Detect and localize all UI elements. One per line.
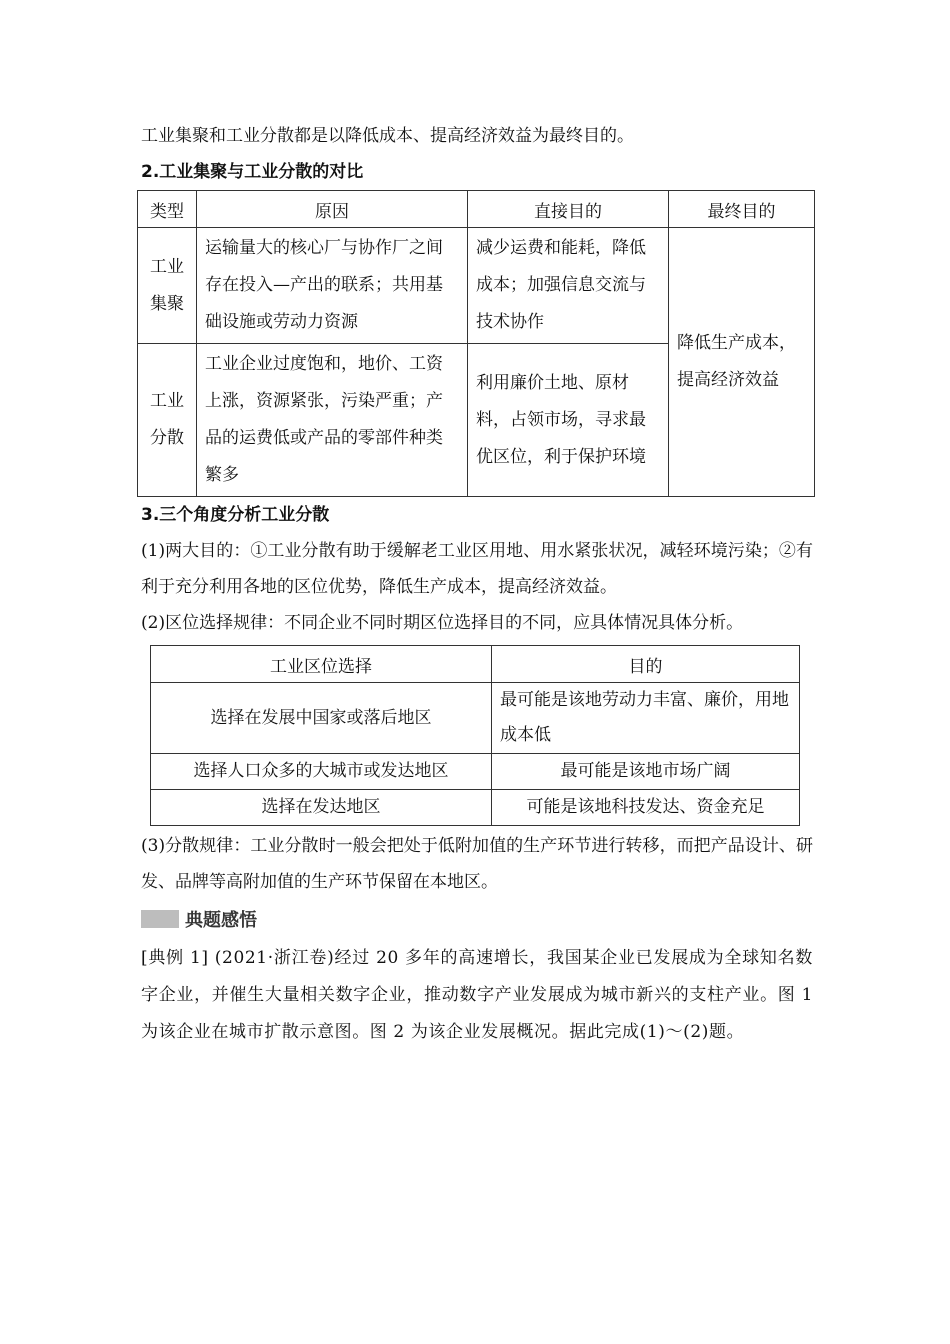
location-choice-cell: 选择在发达地区 <box>151 790 492 826</box>
type-cell: 工业集聚 <box>138 228 197 344</box>
header-direct-purpose: 直接目的 <box>468 191 669 228</box>
table-row <box>151 790 800 826</box>
banner-title: 典题感悟 <box>185 910 257 931</box>
section-2-heading: 2.工业集聚与工业分散的对比 <box>141 162 364 182</box>
example-text: (2021·浙江卷)经过 20 多年的高速增长，我国某企业已发展成为全球知名数字企业，并催生大量相关数字企业，推动数字产业发展成为城市新兴的支柱产业。图 1 为该企业在城市扩散示意图。图 2 为该企业发展概况。据此完成(1)～(2)题。 <box>141 948 813 1042</box>
header-purpose: 目的 <box>492 646 800 683</box>
document-page <box>141 118 813 1068</box>
paragraph-dispersion-rule: (3)分散规律：工业分散时一般会把处于低附加值的生产环节进行转移，而把产品设计、研发、品牌等高附加值的生产环节保留在本地区。 <box>141 836 813 892</box>
reason-cell: 运输量大的核心厂与协作厂之间存在投入—产出的联系；共用基础设施或劳动力资源 <box>197 228 468 344</box>
header-reason: 原因 <box>197 191 468 228</box>
section-banner <box>141 902 813 936</box>
purpose-cell: 可能是该地科技发达、资金充足 <box>492 790 800 826</box>
table-row <box>151 683 800 754</box>
table-row <box>151 754 800 790</box>
header-type: 类型 <box>138 191 197 228</box>
paragraph-location-rule: (2)区位选择规律：不同企业不同时期区位选择目的不同，应具体情况具体分析。 <box>141 613 744 633</box>
location-choice-cell: 选择人口众多的大城市或发达地区 <box>151 754 492 790</box>
comparison-table <box>137 190 815 497</box>
direct-purpose-cell: 利用廉价土地、原材料，占领市场，寻求最优区位，利于保护环境 <box>468 344 669 497</box>
location-choice-cell: 选择在发展中国家或落后地区 <box>151 683 492 754</box>
reason-cell: 工业企业过度饱和，地价、工资上涨，资源紧张，污染严重；产品的运费低或产品的零部件种类繁多 <box>197 344 468 497</box>
type-cell: 工业分散 <box>138 344 197 497</box>
paragraph-purposes: (1)两大目的：①工业分散有助于缓解老工业区用地、用水紧张状况，减轻环境污染；②有利于充分利用各地的区位优势，降低生产成本，提高经济效益。 <box>141 541 813 597</box>
header-location-choice: 工业区位选择 <box>151 646 492 683</box>
purpose-cell: 最可能是该地劳动力丰富、廉价，用地成本低 <box>492 683 800 754</box>
direct-purpose-cell: 减少运费和能耗，降低成本；加强信息交流与技术协作 <box>468 228 669 344</box>
table-row <box>138 228 815 344</box>
header-final-purpose: 最终目的 <box>669 191 815 228</box>
location-choice-table <box>150 645 800 826</box>
purpose-cell: 最可能是该地市场广阔 <box>492 754 800 790</box>
section-3-heading: 3.三个角度分析工业分散 <box>141 505 330 525</box>
table-header-row <box>151 646 800 683</box>
banner-bar <box>141 910 179 928</box>
final-purpose-cell: 降低生产成本，提高经济效益 <box>669 228 815 497</box>
example-paragraph <box>141 940 813 1051</box>
intro-paragraph: 工业集聚和工业分散都是以降低成本、提高经济效益为最终目的。 <box>141 126 634 146</box>
table-header-row <box>138 191 815 228</box>
example-label: [典例 1] <box>141 948 209 968</box>
